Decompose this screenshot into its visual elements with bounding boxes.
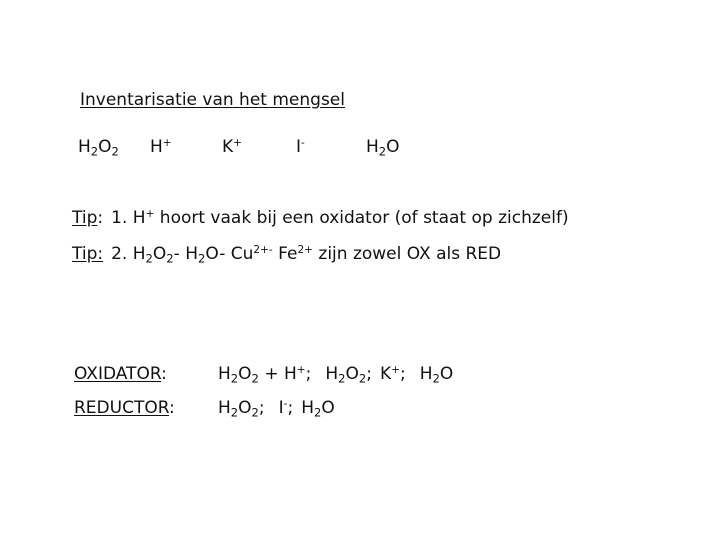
tip-1: Tip: 1. H+ hoort vaak bij een oxidator (of staat op zichzelf) bbox=[72, 208, 569, 228]
reductor-label: REDUCTOR: bbox=[74, 398, 175, 418]
reductor-species: $H_2O_2$; I-; $H_2O$ bbox=[218, 398, 335, 420]
oxidator-species: $H_2O_2 + H^+$; $H_2O_2$; K+; $H_2O$ bbox=[218, 364, 454, 386]
tip-2: Tip: 2. $H_2O_2-$ $H_2O-$ $Cu^{2+-}$ $Fe^{2+}$ zijn zowel OX als RED bbox=[72, 244, 502, 266]
species-h-plus: H+ bbox=[150, 137, 172, 157]
species-h2o2: $H_2O_2$ bbox=[78, 137, 119, 159]
species-h2o: $H_2O$ bbox=[366, 137, 400, 159]
tip-2-label: Tip: bbox=[72, 244, 104, 264]
tip-1-label: Tip bbox=[72, 208, 98, 228]
page-heading: Inventarisatie van het mengsel bbox=[80, 90, 345, 110]
species-i-minus: I- bbox=[296, 137, 305, 157]
oxidator-label: OXIDATOR: bbox=[74, 364, 167, 384]
species-k-plus: K+ bbox=[222, 137, 242, 157]
